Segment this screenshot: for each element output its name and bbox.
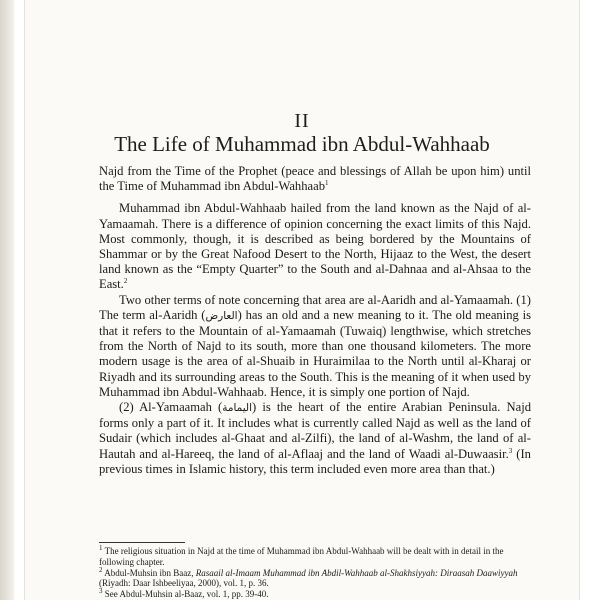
chapter-title: The Life of Muhammad ibn Abdul-Wahhaab [114, 132, 490, 156]
page-gutter-shadow [0, 0, 14, 600]
footnote-1-text: The religious situation in Najd at the time of Muhammad ibn Abdul-Wahhaab will be dealt with in detail in the following chapter. [99, 546, 504, 567]
footnote-2-text-b: (Riyadh: Daar Ishbeeliyaa, 2000), vol. 1, p. 36. [99, 578, 269, 589]
paragraph-2-text-b: ) has an old and a new meaning to it. The old meaning is that it refers to the Mountain of al-Yamaamah (Tuwaiq) lengthwise, which stretches from the North of Najd to its south, more than one thousand kilometers. The more modern usage is the area of al-Shuaib in Huraimilaa to the North until al-Kharaj or Riyadh and its surrounding areas to the South. This is the meaning of it when used by Muhammad ibn Abdul-Wahhaab. Hence, it is simply one portion of Najd. [99, 307, 531, 399]
paragraph-3-text-c: (In previous times in Islamic history, this term included even more area than that.) [99, 446, 531, 476]
footnote-2 [99, 565, 531, 590]
footnote-1 [99, 546, 531, 568]
section-subheading [99, 164, 531, 194]
footnote-divider [99, 542, 185, 543]
footnotes [99, 546, 531, 600]
paragraph-3-text-a: (2) Al-Yamaamah ( [119, 400, 223, 415]
footnote-ref-3: 3 [508, 446, 513, 455]
footnote-3-text: See Abdul-Muhsin al-Baaz, vol. 1, pp. 39-40. [104, 589, 269, 600]
paragraph-2-text-a: Two other terms of note concerning that area are al-Aaridh and al-Yamaamah. (1) The term al-Aaridh ( [99, 292, 531, 322]
footnote-3-number: 3 [99, 587, 103, 596]
paragraph-3 [99, 400, 531, 477]
footnote-1-number: 1 [99, 544, 103, 552]
paragraph-3-text-b: ) is the heart of the entire Arabian Peninsula. Najd forms only a part of it. It includes what is currently called Najd as well as the land of Sudair (which includes al-Ghaat and al-Zilfi), the land of al-Washm, the land of al-Hautah and al-Hareeq, the land of al-Aflaaj and the land of Waadi al-Duwaasir. [99, 400, 531, 461]
footnote-3 [99, 589, 531, 600]
arabic-term-aaridh: العارض [205, 309, 238, 322]
paragraph-1-text: Muhammad ibn Abdul-Wahhaab hailed from the land known as the Najd of al-Yamaamah. There is a difference of opinion concerning the exact limits of this Najd. Most commonly, though, it is described as being bordered by the Mountains of Shammar or by the Great Nafood Desert to the North, Hijaaz to the West, the desert land known as the “Empty Quarter” to the South and al-Dahnaa and al-Ahsaa to the East. [99, 201, 531, 292]
footnote-2-book-title: Rasaail al-Imaam Muhammad ibn Abdil-Wahhaab al-Shakhsiyyah: Diraasah Daawiyyah [195, 567, 518, 578]
arabic-term-yamaamah: اليمامة [222, 402, 253, 415]
book-page [24, 0, 580, 600]
paragraph-2 [99, 293, 531, 400]
footnote-ref-2: 2 [123, 277, 128, 286]
footnote-ref-1: 1 [325, 179, 329, 188]
footnote-2-text-a: Abdul-Muhsin ibn Baaz, [104, 567, 196, 578]
body-text [99, 164, 531, 477]
paragraph-1 [99, 201, 531, 292]
footnote-2-number: 2 [99, 565, 103, 574]
section-subheading-text: Najd from the Time of the Prophet (peace and blessings of Allah be upon him) until the Time of Muhammad ibn Abdul-Wahhaab [99, 164, 531, 194]
chapter-number: II [294, 110, 310, 132]
